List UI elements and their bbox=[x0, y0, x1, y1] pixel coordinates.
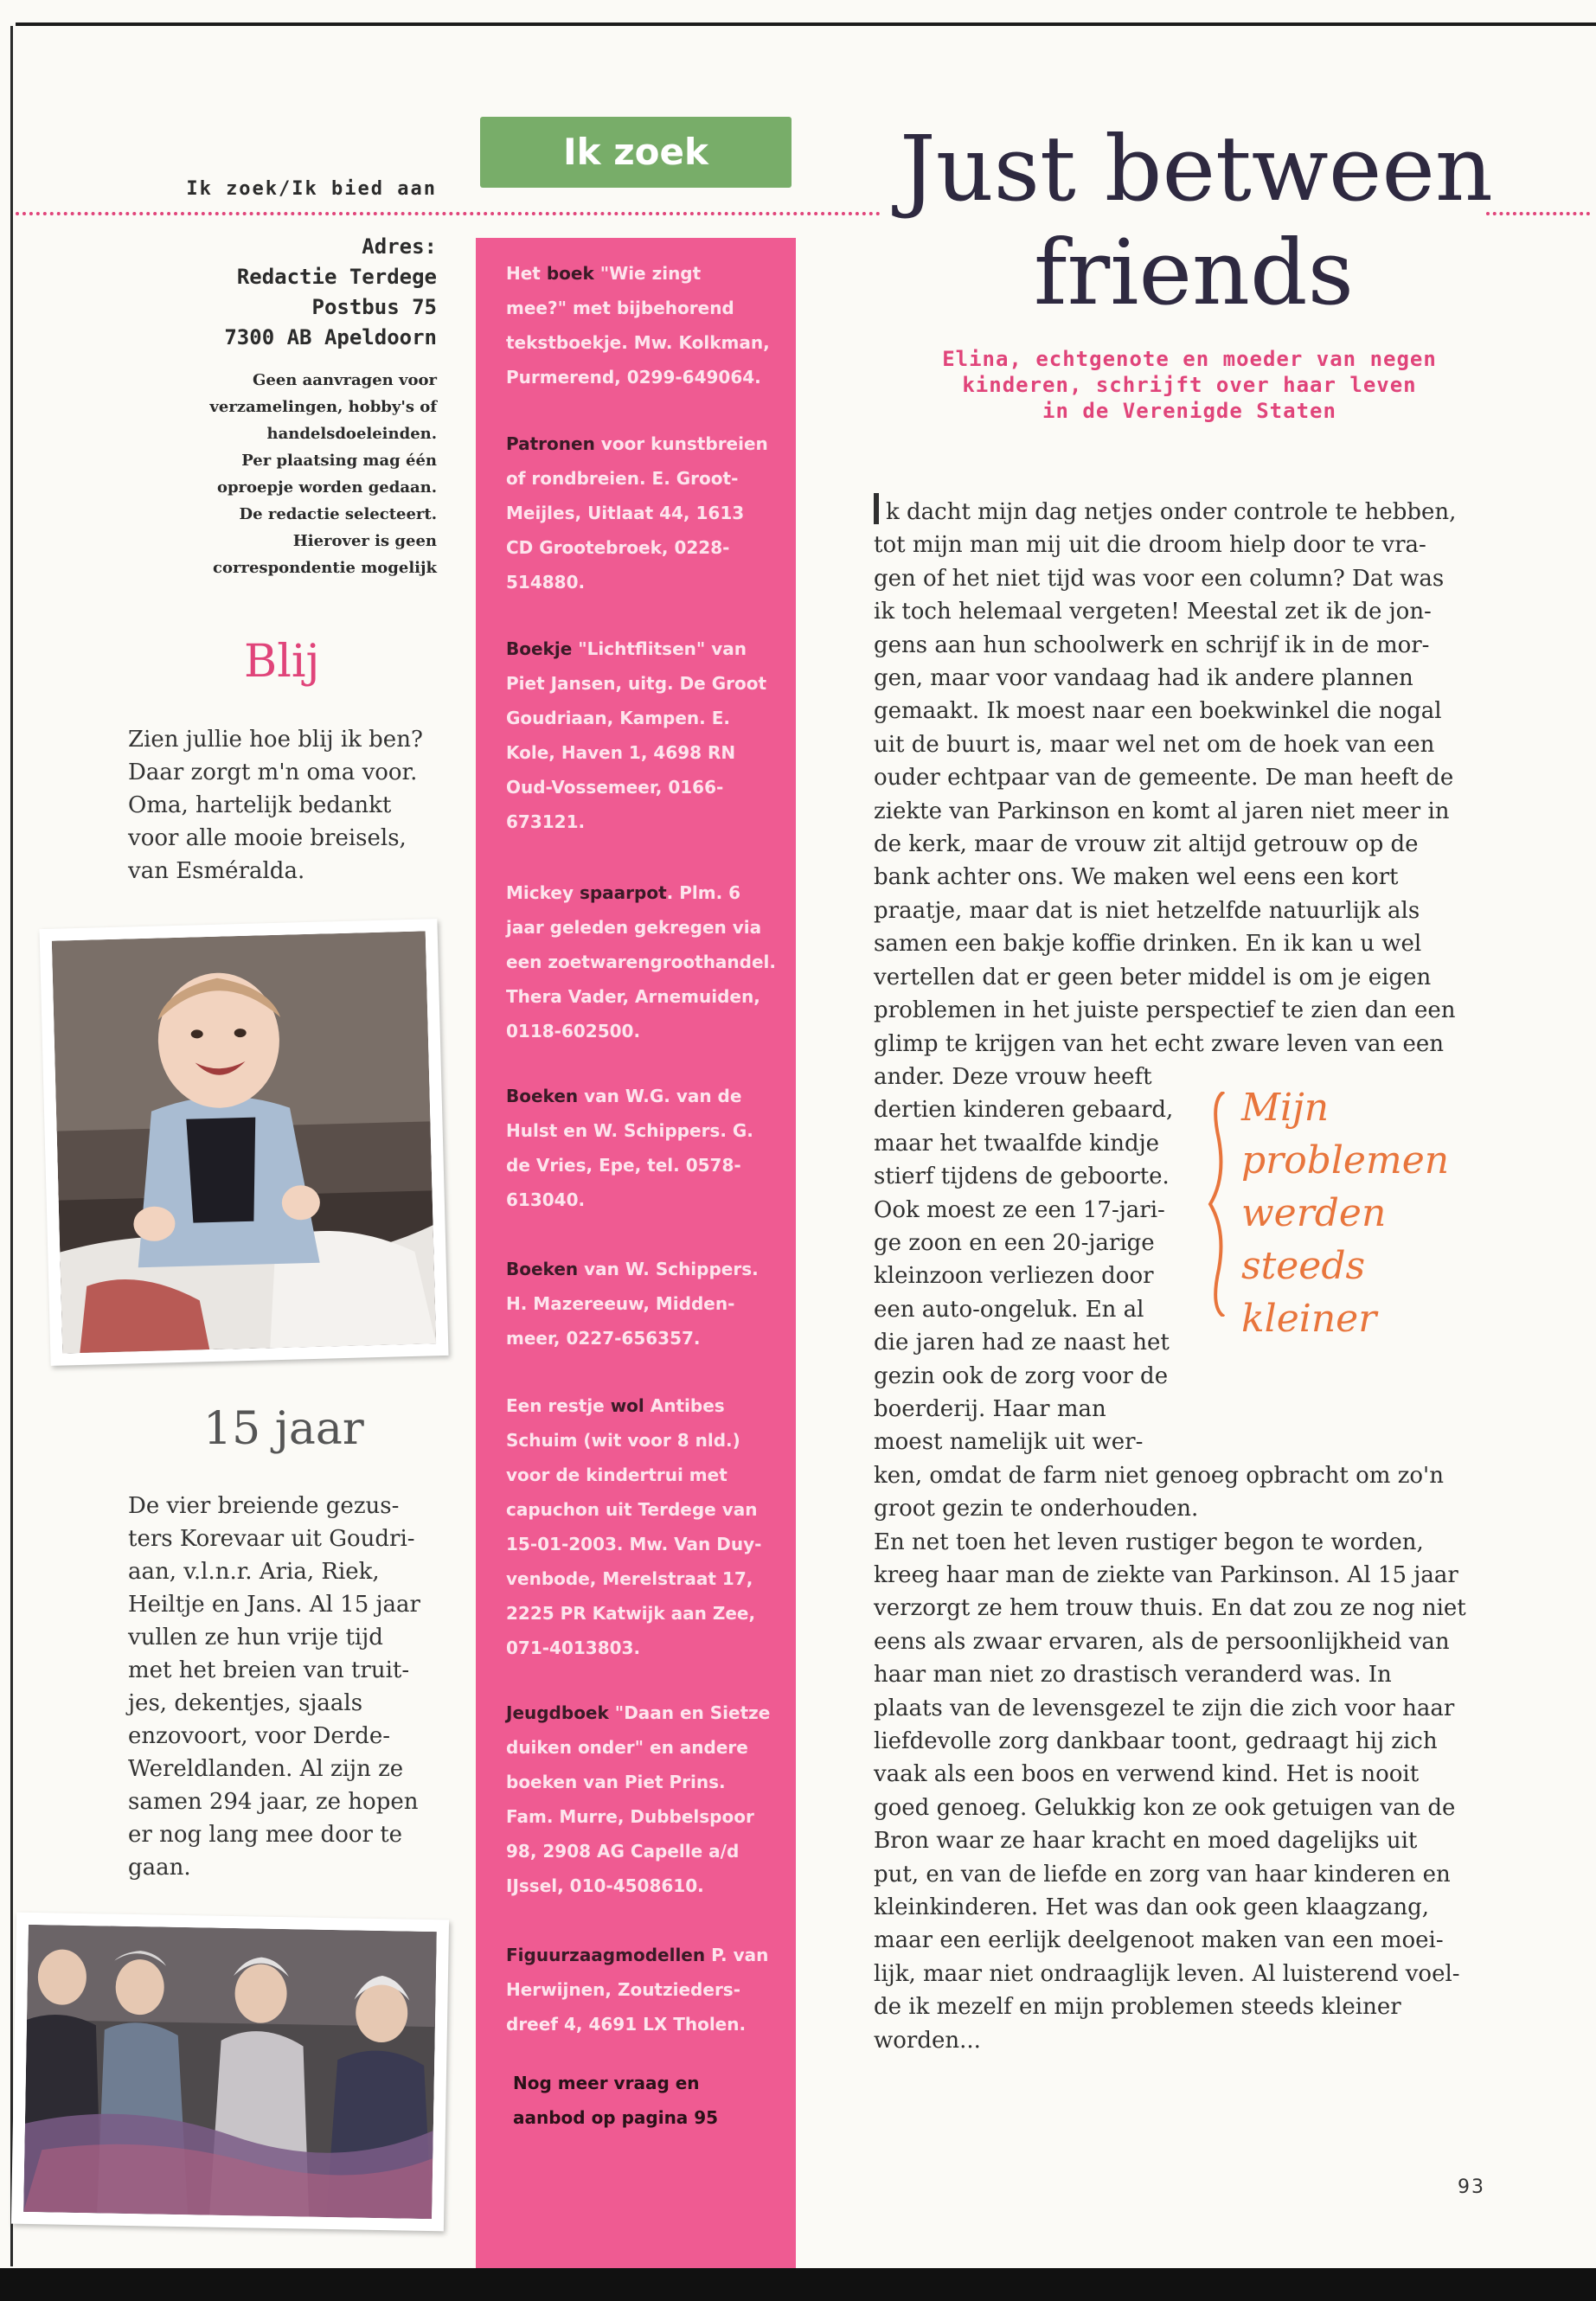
baby-photo-image bbox=[52, 931, 436, 1353]
ad-line bbox=[506, 461, 792, 496]
ad-text: capuchon uit Terdege van bbox=[506, 1499, 758, 1520]
article-line bbox=[874, 529, 1497, 561]
ad-text: 2225 PR Katwijk aan Zee, bbox=[506, 1603, 756, 1624]
article-line bbox=[874, 728, 1497, 761]
notice-line: handelsdoeleinden. bbox=[266, 425, 437, 443]
ad-keyword: Jeugdboek bbox=[506, 1702, 609, 1723]
article-line-text: worden... bbox=[874, 2027, 981, 2054]
ad-line bbox=[506, 1458, 792, 1492]
article-line bbox=[874, 761, 1497, 794]
article-line-text: eens als zwaar ervaren, als de persoonlijkheid van bbox=[874, 1628, 1450, 1655]
article-line-text: groot gezin te onderhouden. bbox=[874, 1496, 1199, 1522]
article-line-text: de kerk, maar de vrouw zit altijd getrouw op de bbox=[874, 831, 1419, 858]
ad-entry bbox=[506, 1695, 792, 1903]
more-ads-line: aanbod op pagina 95 bbox=[513, 2107, 719, 2128]
ad-line bbox=[506, 1321, 792, 1356]
notice-line: Geen aanvragen voor bbox=[253, 371, 437, 389]
article-line bbox=[874, 2024, 1497, 2057]
more-ads-note bbox=[513, 2066, 798, 2135]
article-line-text: boerderij. Haar man bbox=[874, 1395, 1106, 1422]
article-line-text: ken, omdat de farm niet genoeg opbracht om zo'n bbox=[874, 1462, 1444, 1489]
ad-text: H. Mazereeuw, Midden- bbox=[506, 1293, 735, 1314]
pullquote-line: steeds bbox=[1241, 1244, 1366, 1288]
article-line bbox=[874, 1028, 1497, 1061]
article-line bbox=[874, 1758, 1497, 1791]
body-line: Heiltje en Jans. Al 15 jaar bbox=[128, 1592, 420, 1618]
ad-line bbox=[506, 1388, 792, 1423]
notice-line: Hierover is geen bbox=[292, 532, 437, 550]
article-line-text: Ook moest ze een 17-jari- bbox=[874, 1196, 1165, 1223]
address-line: Redactie Terdege bbox=[236, 265, 437, 289]
blij-text bbox=[128, 723, 448, 888]
ad-line bbox=[506, 1561, 792, 1596]
ad-text: duiken onder" en andere bbox=[506, 1737, 748, 1758]
address-block bbox=[156, 232, 437, 353]
subtitle-line: in de Verenigde Staten bbox=[1042, 399, 1336, 423]
body-line: Daar zorgt m'n oma voor. bbox=[128, 760, 418, 785]
body-line: met het breien van truit- bbox=[128, 1657, 410, 1683]
article-line bbox=[874, 695, 1497, 727]
ad-line bbox=[506, 666, 792, 701]
ad-text: boeken van Piet Prins. bbox=[506, 1772, 726, 1792]
article-line-text: praatje, maar dat is niet hetzelfde natuurlijk als bbox=[874, 897, 1420, 924]
ad-text: 15-01-2003. Mw. Van Duy- bbox=[506, 1534, 762, 1554]
ad-text: tekstboekje. Mw. Kolkman, bbox=[506, 332, 770, 353]
ad-text: Herwijnen, Zoutzieders- bbox=[506, 1979, 741, 2000]
ad-line bbox=[506, 1868, 792, 1903]
article-line-text: ziekte van Parkinson en komt al jaren niet meer in bbox=[874, 798, 1450, 824]
ad-line bbox=[506, 1695, 792, 1730]
ad-text: 673121. bbox=[506, 811, 586, 832]
ad-keyword: Boeken bbox=[506, 1086, 579, 1106]
ad-text: mee?" met bijbehorend bbox=[506, 298, 734, 318]
article-line bbox=[874, 1692, 1497, 1725]
ad-entry bbox=[506, 875, 792, 1048]
ad-line bbox=[506, 256, 792, 291]
section-label: Ik zoek/Ik bied aan bbox=[186, 178, 437, 200]
ad-text: P. van bbox=[705, 1945, 769, 1965]
ad-entry bbox=[506, 1252, 792, 1356]
article-line bbox=[874, 562, 1497, 595]
ad-line bbox=[506, 565, 792, 599]
article-line-text: gemaakt. Ik moest naar een boekwinkel die nogal bbox=[874, 698, 1442, 725]
page-edge bbox=[10, 26, 13, 2266]
ad-line bbox=[506, 1148, 792, 1183]
ad-line bbox=[506, 1765, 792, 1799]
article-line-text: uit de buurt is, maar wel net om de hoek van een bbox=[874, 731, 1435, 758]
ad-line bbox=[506, 1527, 792, 1561]
body-line: Oma, hartelijk bedankt bbox=[128, 792, 392, 818]
article-line-text: put, en van de liefde en zorg van haar kinderen en bbox=[874, 1861, 1451, 1888]
ad-keyword: Boeken bbox=[506, 1259, 579, 1279]
ad-line bbox=[506, 1938, 792, 1972]
ad-line bbox=[506, 1113, 792, 1148]
ad-entry bbox=[506, 1079, 792, 1217]
article-line bbox=[874, 662, 1497, 695]
ad-entry bbox=[506, 631, 792, 839]
body-line: vullen ze hun vrije tijd bbox=[128, 1625, 383, 1650]
sisters-photo bbox=[11, 1913, 449, 2232]
ad-line bbox=[506, 1079, 792, 1113]
ad-text: Mickey bbox=[506, 882, 580, 903]
page-number: 93 bbox=[1458, 2176, 1485, 2198]
article-line-text: Bron waar ze haar kracht en moed dagelijks uit bbox=[874, 1828, 1418, 1855]
ik-zoek-label: Ik zoek bbox=[563, 131, 708, 173]
ad-line bbox=[506, 875, 792, 910]
ad-entry bbox=[506, 1388, 792, 1665]
article-line-text: vertellen dat er geen beter middel is om je eigen bbox=[874, 964, 1432, 990]
ad-line bbox=[506, 631, 792, 666]
notice-block bbox=[177, 367, 437, 581]
ad-line bbox=[506, 426, 792, 461]
ad-text: 613040. bbox=[506, 1189, 586, 1210]
article-line-text: gen of het niet tijd was voor een column? Dat was bbox=[874, 565, 1445, 592]
ad-text: 071-4013803. bbox=[506, 1638, 641, 1658]
article-line-text: ander. Deze vrouw heeft bbox=[874, 1063, 1152, 1090]
ad-entry bbox=[506, 426, 792, 599]
ad-line bbox=[506, 325, 792, 360]
ad-line bbox=[506, 291, 792, 325]
article-line bbox=[874, 1990, 1497, 2023]
ad-text: CD Grootebroek, 0228- bbox=[506, 537, 730, 558]
article-line bbox=[874, 994, 1497, 1027]
subtitle-line: kinderen, schrijft over haar leven bbox=[962, 373, 1417, 397]
article-line-text: samen een bakje koffie drinken. En ik kan u wel bbox=[874, 931, 1422, 958]
ad-text: voor kunstbreien bbox=[594, 433, 768, 454]
article-line-text: ouder echtpaar van de gemeente. De man heeft de bbox=[874, 765, 1454, 792]
article-line bbox=[874, 861, 1497, 894]
ad-line bbox=[506, 1972, 792, 2007]
ad-text: "Daan en Sietze bbox=[608, 1702, 771, 1723]
sisters-photo-image bbox=[23, 1925, 437, 2219]
article-line bbox=[874, 1393, 1497, 1426]
article-line-text: plaats van de levensgezel te zijn die zich voor haar bbox=[874, 1695, 1455, 1721]
article-line bbox=[874, 1559, 1497, 1592]
body-line: Zien jullie hoe blij ik ben? bbox=[128, 727, 423, 753]
article-line-text: de ik mezelf en mijn problemen steeds kleiner bbox=[874, 1994, 1401, 2021]
article-line bbox=[874, 1526, 1497, 1559]
notice-line: Per plaatsing mag één bbox=[241, 452, 437, 470]
ad-line bbox=[506, 1423, 792, 1458]
article-line bbox=[874, 1426, 1497, 1458]
body-line: samen 294 jaar, ze hopen bbox=[128, 1789, 419, 1815]
body-line: jes, dekentjes, sjaals bbox=[128, 1690, 363, 1716]
article-line bbox=[874, 1924, 1497, 1957]
ad-text: Fam. Murre, Dubbelspoor bbox=[506, 1806, 754, 1827]
article-line bbox=[874, 894, 1497, 927]
ad-line bbox=[506, 735, 792, 770]
pullquote-line: werden bbox=[1241, 1191, 1387, 1235]
article-line-text: maar een eerlijk deelgenoot maken van een moei- bbox=[874, 1927, 1444, 1954]
article-line-text: liefdevolle zorg dankbaar toont, gedraagt hij zich bbox=[874, 1728, 1438, 1755]
baby-photo bbox=[39, 919, 448, 1366]
ad-text: venbode, Merelstraat 17, bbox=[506, 1568, 753, 1589]
ad-keyword: boek bbox=[546, 263, 594, 284]
body-line: aan, v.l.n.r. Aria, Riek, bbox=[128, 1559, 380, 1585]
article-line bbox=[874, 795, 1497, 828]
ad-text: Kole, Haven 1, 4698 RN bbox=[506, 742, 736, 763]
article-line-text: moest namelijk uit wer- bbox=[874, 1429, 1144, 1456]
article-line-text: kreeg haar man de ziekte van Parkinson. Al 15 jaar bbox=[874, 1562, 1458, 1588]
ad-keyword: Patronen bbox=[506, 433, 595, 454]
article-line bbox=[874, 1360, 1497, 1393]
article-line bbox=[874, 927, 1497, 960]
ad-text: of rondbreien. E. Groot- bbox=[506, 468, 739, 489]
ad-text: 0118-602500. bbox=[506, 1021, 641, 1042]
ad-line bbox=[506, 701, 792, 735]
article-line-text: k dacht mijn dag netjes onder controle te hebben, bbox=[886, 499, 1457, 525]
pullquote-line: Mijn bbox=[1241, 1086, 1330, 1130]
pullquote-line: problemen bbox=[1241, 1138, 1450, 1183]
ad-text: van W.G. van de bbox=[578, 1086, 742, 1106]
address-line: 7300 AB Apeldoorn bbox=[224, 325, 437, 349]
ad-line bbox=[506, 979, 792, 1014]
ad-keyword: spaarpot bbox=[579, 882, 667, 903]
article-line-text: vaak als een boos en verwend kind. Het is nooit bbox=[874, 1761, 1420, 1788]
pullquote-brace bbox=[1207, 1092, 1233, 1317]
notice-line: oproepje worden gedaan. bbox=[216, 478, 437, 497]
article-line-text: gens aan hun schoolwerk en schrijf ik in de mor- bbox=[874, 631, 1430, 658]
jaar-text bbox=[128, 1490, 448, 1884]
ad-line bbox=[506, 770, 792, 804]
article-line-text: stierf tijdens de geboorte. bbox=[874, 1163, 1170, 1190]
ad-line bbox=[506, 1492, 792, 1527]
article-line-text: verzorgt ze hem trouw thuis. En dat zou ze nog niet bbox=[874, 1595, 1466, 1622]
ad-entry bbox=[506, 1938, 792, 2041]
article-line-text: maar het twaalfde kindje bbox=[874, 1130, 1160, 1157]
ad-line bbox=[506, 945, 792, 979]
ad-line bbox=[506, 1014, 792, 1048]
body-line: Wereldlanden. Al zijn ze bbox=[128, 1756, 404, 1782]
article-line-text: kleinkinderen. Het was dan ook geen klaagzang, bbox=[874, 1894, 1430, 1921]
article-line-text: goed genoeg. Gelukkig kon ze ook getuigen van de bbox=[874, 1794, 1456, 1821]
article-line-text: een auto-ongeluk. En al bbox=[874, 1296, 1144, 1323]
ad-keyword: Boekje bbox=[506, 638, 573, 659]
address-line: Adres: bbox=[362, 234, 437, 259]
ad-line bbox=[506, 1252, 792, 1286]
ad-text: 514880. bbox=[506, 572, 586, 593]
bottom-bar bbox=[0, 2268, 1596, 2301]
ad-text: Antibes bbox=[644, 1395, 725, 1416]
article-line-text: bank achter ons. We maken wel eens een kort bbox=[874, 864, 1399, 891]
article-line bbox=[874, 1725, 1497, 1758]
article-line bbox=[874, 493, 1497, 529]
article-line bbox=[874, 1824, 1497, 1857]
ad-text: Het bbox=[506, 263, 547, 284]
article-line-text: En net toen het leven rustiger begon te worden, bbox=[874, 1529, 1424, 1555]
article-title bbox=[900, 117, 1505, 324]
ad-text: Piet Jansen, uitg. De Groot bbox=[506, 673, 767, 694]
ad-text: dreef 4, 4691 LX Tholen. bbox=[506, 2014, 747, 2035]
ik-zoek-tab bbox=[480, 117, 792, 188]
article-line bbox=[874, 595, 1497, 628]
body-line: ters Korevaar uit Goudri- bbox=[128, 1526, 415, 1552]
more-ads-line: Nog meer vraag en bbox=[513, 2073, 700, 2093]
article-line bbox=[874, 1791, 1497, 1824]
ad-keyword: Figuurzaagmodellen bbox=[506, 1945, 706, 1965]
dotted-rule-left bbox=[16, 212, 881, 215]
jaar-heading: 15 jaar bbox=[203, 1403, 364, 1455]
ad-text: IJssel, 010-4508610. bbox=[506, 1875, 704, 1896]
subtitle-line: Elina, echtgenote en moeder van negen bbox=[942, 347, 1437, 371]
ad-line bbox=[506, 530, 792, 565]
ad-text: meer, 0227-656357. bbox=[506, 1328, 701, 1349]
ad-text: de Vries, Epe, tel. 0578- bbox=[506, 1155, 741, 1176]
article-line bbox=[874, 1891, 1497, 1924]
article-line bbox=[874, 1492, 1497, 1525]
body-line: enzovoort, voor Derde- bbox=[128, 1723, 391, 1749]
ad-text: van W. Schippers. bbox=[578, 1259, 759, 1279]
article-line-text: glimp te krijgen van het echt zware leven van een bbox=[874, 1030, 1445, 1057]
ad-line bbox=[506, 1730, 792, 1765]
article-line-text: kleinzoon verliezen door bbox=[874, 1263, 1154, 1290]
ad-text: "Lichtflitsen" van bbox=[572, 638, 747, 659]
ad-text: Meijles, Uitlaat 44, 1613 bbox=[506, 503, 745, 523]
ad-line bbox=[506, 2007, 792, 2041]
article-line bbox=[874, 1592, 1497, 1625]
pullquote bbox=[1241, 1081, 1501, 1345]
ad-text: Hulst en W. Schippers. G. bbox=[506, 1120, 753, 1141]
ad-text: Oud-Vossemeer, 0166- bbox=[506, 777, 724, 798]
ad-line bbox=[506, 1834, 792, 1868]
ad-text: Purmerend, 0299-649064. bbox=[506, 367, 761, 388]
notice-line: correspondentie mogelijk bbox=[213, 559, 437, 577]
notice-line: De redactie selecteert. bbox=[239, 505, 437, 523]
ad-line bbox=[506, 1183, 792, 1217]
article-line bbox=[874, 1958, 1497, 1990]
address-line: Postbus 75 bbox=[311, 295, 437, 319]
ad-line bbox=[506, 1631, 792, 1665]
article-line-text: problemen in het juiste perspectief te zien dan een bbox=[874, 997, 1456, 1024]
body-line: voor alle mooie breisels, bbox=[128, 825, 407, 851]
top-rule bbox=[16, 22, 1596, 26]
body-line: van Esméralda. bbox=[128, 858, 305, 884]
article-line bbox=[874, 629, 1497, 662]
article-line bbox=[874, 961, 1497, 994]
article-line-text: haar man niet zo drastisch veranderd was. In bbox=[874, 1662, 1392, 1689]
article-line bbox=[874, 1858, 1497, 1891]
ad-text: voor de kindertrui met bbox=[506, 1465, 727, 1485]
title-line: friends bbox=[1034, 220, 1354, 325]
ad-text: Schuim (wit voor 8 nld.) bbox=[506, 1430, 740, 1451]
article-line-text: ge zoon en een 20-jarige bbox=[874, 1229, 1155, 1256]
ad-text: Een restje bbox=[506, 1395, 611, 1416]
article-line bbox=[874, 1625, 1497, 1658]
article-subtitle bbox=[887, 346, 1492, 424]
body-line: er nog lang mee door te bbox=[128, 1822, 403, 1848]
ad-entry bbox=[506, 256, 792, 394]
ad-text: "Wie zingt bbox=[593, 263, 702, 284]
ad-text: Goudriaan, Kampen. E. bbox=[506, 708, 730, 728]
body-line: gaan. bbox=[128, 1855, 191, 1881]
ad-line bbox=[506, 1286, 792, 1321]
article-line bbox=[874, 1658, 1497, 1691]
ad-text: jaar geleden gekregen via bbox=[506, 917, 762, 938]
article-line-text: ik toch helemaal vergeten! Meestal zet ik de jon- bbox=[874, 599, 1432, 625]
article-line bbox=[874, 828, 1497, 861]
ad-line bbox=[506, 496, 792, 530]
article-line-text: gen, maar voor vandaag had ik andere plannen bbox=[874, 665, 1413, 692]
ad-text: . Plm. 6 bbox=[666, 882, 741, 903]
article-line-text: dertien kinderen gebaard, bbox=[874, 1097, 1174, 1124]
ad-line bbox=[506, 1596, 792, 1631]
blij-heading: Blij bbox=[244, 636, 320, 688]
pullquote-line: kleiner bbox=[1241, 1297, 1377, 1341]
ad-line bbox=[506, 360, 792, 394]
ad-line bbox=[506, 804, 792, 839]
article-line-text: die jaren had ze naast het bbox=[874, 1330, 1170, 1356]
article-line-text: lijk, maar niet ondraaglijk leven. Al luisterend voel- bbox=[874, 1960, 1460, 1987]
notice-line: verzamelingen, hobby's of bbox=[209, 398, 437, 416]
article-line bbox=[874, 1459, 1497, 1492]
ad-line bbox=[506, 910, 792, 945]
ad-text: Thera Vader, Arnemuiden, bbox=[506, 986, 760, 1007]
ad-text: een zoetwarengroothandel. bbox=[506, 952, 777, 972]
ad-text: 98, 2908 AG Capelle a/d bbox=[506, 1841, 740, 1862]
body-line: De vier breiende gezus- bbox=[128, 1493, 400, 1519]
ad-line bbox=[506, 1799, 792, 1834]
dotted-rule-right bbox=[1486, 212, 1590, 215]
article-line-text: gezin ook de zorg voor de bbox=[874, 1362, 1169, 1389]
ad-keyword: wol bbox=[610, 1395, 644, 1416]
title-line: Just between bbox=[900, 116, 1493, 221]
article-line-text: tot mijn man mij uit die droom hielp door te vra- bbox=[874, 532, 1426, 559]
drop-cap bbox=[874, 493, 879, 524]
